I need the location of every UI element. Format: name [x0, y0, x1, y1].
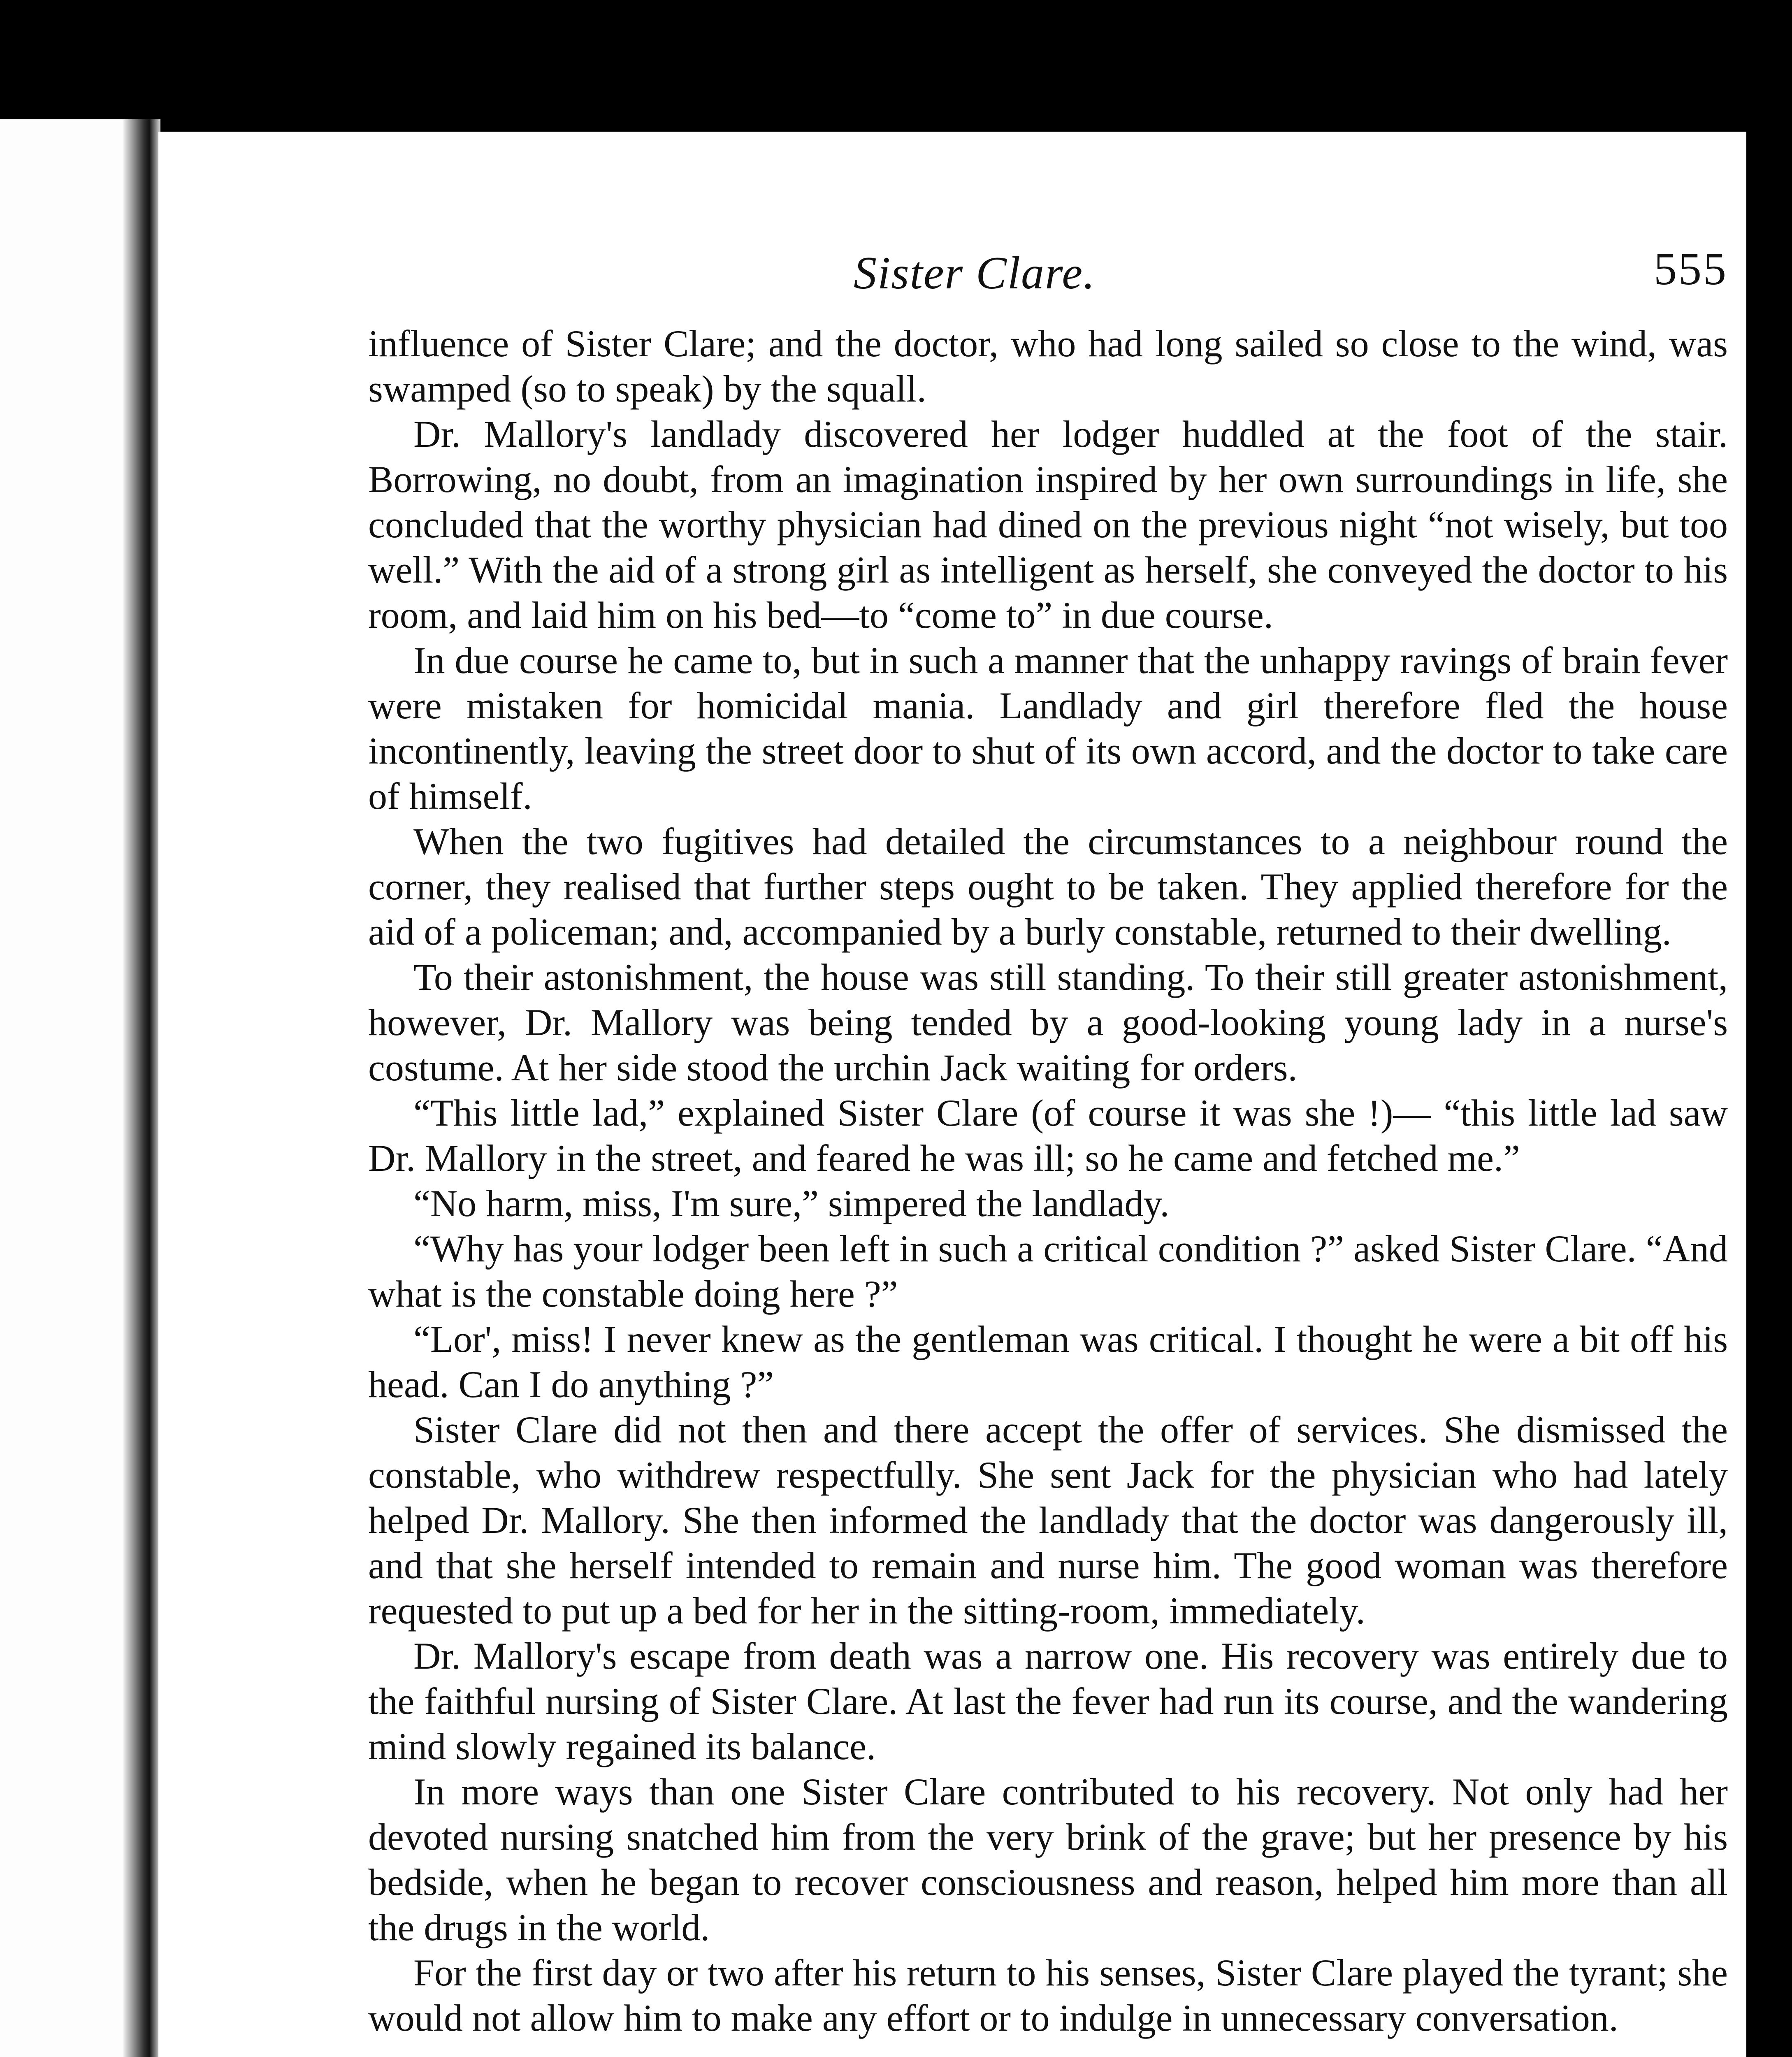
paragraph: “Lor', miss! I never knew as the gentleman was critical. I thought he were a bit off his head. Can I do anything ?”: [368, 1318, 1728, 1405]
paragraph: Dr. Mallory's landlady discovered her lodger huddled at the foot of the stair. Borrowing, no doubt, from an imagination inspired by her own surroundings in life, she concluded that the worthy physician had dined on the previous night “not wisely, but too well.” With the aid of a strong girl as intelligent as herself, she conveyed the doctor to his room, and laid him on his bed—to “come to” in due course.: [368, 413, 1728, 636]
page-content: [368, 244, 1728, 2041]
book-page: [158, 132, 1746, 2057]
paragraph: Dr. Mallory's escape from death was a narrow one. His recovery was entirely due to the faithful nursing of Sister Clare. At last the fever had run its course, and the wandering mind slowly regained its balance.: [368, 1635, 1728, 1767]
body-text: [368, 321, 1728, 2041]
paragraph: To their astonishment, the house was still standing. To their still greater astonishment, however, Dr. Mallory was being tended by a good-looking young lady in a nurse's costume. At her side stood the urchin Jack waiting for orders.: [368, 956, 1728, 1089]
paragraph: In more ways than one Sister Clare contributed to his recovery. Not only had her devoted nursing snatched him from the very brink of the grave; but her presence by his bedside, when he began to recover consciousness and reason, helped him more than all the drugs in the world.: [368, 1771, 1728, 1948]
paragraph: “This little lad,” explained Sister Clare (of course it was she !)— “this little lad saw Dr. Mallory in the street, and feared he was ill; so he came and fetched me.”: [368, 1092, 1728, 1179]
running-head: [368, 244, 1728, 321]
paragraph: When the two fugitives had detailed the circumstances to a neighbour round the corner, they realised that further steps ought to be taken. They applied therefore for the aid of a policeman; and, accompanied by a burly constable, returned to their dwelling.: [368, 820, 1728, 953]
running-title: Sister Clare.: [854, 248, 1096, 299]
page-number: 555: [1654, 244, 1728, 295]
book-gutter: [123, 119, 160, 2057]
paragraph: In due course he came to, but in such a manner that the unhappy ravings of brain fever were mistaken for homicidal mania. Landlady and girl therefore fled the house incontinently, leaving the street door to shut of its own accord, and the doctor to take care of himself.: [368, 639, 1728, 817]
paragraph: influence of Sister Clare; and the doctor, who had long sailed so close to the wind, was swamped (so to speak) by the squall.: [368, 323, 1728, 410]
paragraph: “No harm, miss, I'm sure,” simpered the landlady.: [413, 1182, 1170, 1224]
facing-page-edge: [0, 119, 140, 2057]
paragraph: “Why has your lodger been left in such a critical condition ?” asked Sister Clare. “And what is the constable doing here ?”: [368, 1228, 1728, 1315]
paragraph: For the first day or two after his return to his senses, Sister Clare played the tyrant; she would not allow him to make any effort or to indulge in unnecessary conversation.: [368, 1952, 1728, 2039]
paragraph: Sister Clare did not then and there accept the offer of services. She dismissed the constable, who withdrew respectfully. She sent Jack for the physician who had lately helped Dr. Mallory. She then informed the landlady that the doctor was dangerously ill, and that she herself intended to remain and nurse him. The good woman was therefore requested to put up a bed for her in the sitting-room, immediately.: [368, 1409, 1728, 1632]
